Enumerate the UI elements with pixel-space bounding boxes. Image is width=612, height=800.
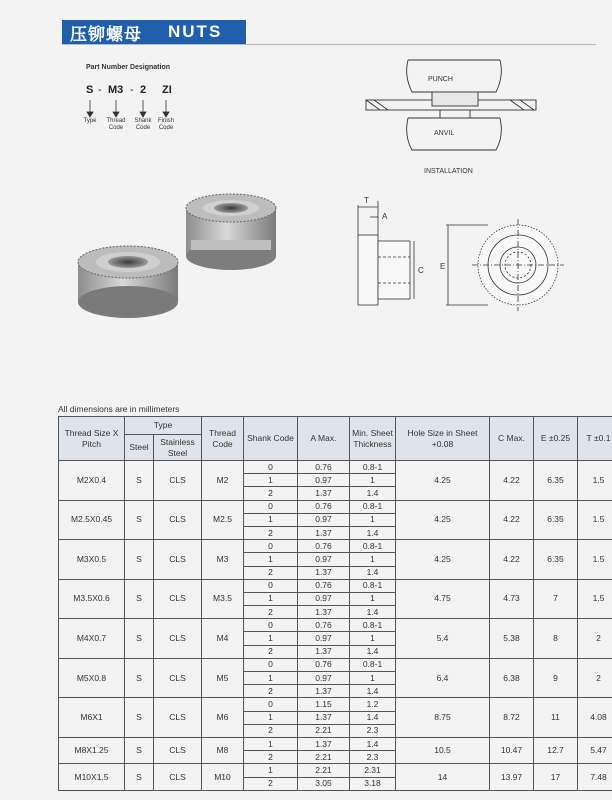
thread-code-cell: M3.5: [202, 579, 244, 619]
t-cell: 1.5: [578, 579, 612, 619]
table-row: [59, 619, 612, 632]
steel-cell: S: [125, 500, 154, 540]
min-sheet-cell: 1: [350, 592, 396, 605]
shank-code-cell: 0: [244, 658, 298, 671]
header-stainless: Stainless Steel: [154, 435, 202, 461]
nut-front: [78, 246, 178, 318]
t-cell: 5.47: [578, 737, 612, 763]
header-steel: Steel: [125, 435, 154, 461]
e-cell: 6.35: [534, 500, 578, 540]
shank-code-cell: 1: [244, 513, 298, 526]
dimensions-note: All dimensions are in millimeters: [58, 404, 180, 414]
nut-back: [186, 194, 276, 270]
anvil-label: ANVIL: [434, 130, 455, 137]
t-cell: 1.5: [578, 500, 612, 540]
shank-code-cell: 0: [244, 619, 298, 632]
t-cell: 1.5: [578, 540, 612, 580]
shank-code-cell: 2: [244, 526, 298, 539]
t-cell: 7.48: [578, 764, 612, 790]
thread-code-cell: M2.5: [202, 500, 244, 540]
a-max-cell: 1.37: [298, 685, 350, 698]
specification-table: [58, 416, 612, 791]
c-max-cell: 13.97: [490, 764, 534, 790]
min-sheet-cell: 0.8-1: [350, 540, 396, 553]
c-max-cell: 4.73: [490, 579, 534, 619]
label-t: T: [364, 196, 369, 205]
stainless-cell: CLS: [154, 579, 202, 619]
label-e: E: [440, 262, 446, 271]
min-sheet-cell: 1: [350, 672, 396, 685]
thread-code-cell: M6: [202, 698, 244, 738]
hole-size-cell: 4.25: [396, 461, 490, 501]
hole-size-cell: 6.4: [396, 658, 490, 698]
installation-caption: INSTALLATION: [424, 168, 473, 175]
table-row: [59, 764, 612, 777]
a-max-cell: 0.97: [298, 553, 350, 566]
code-thread: M3: [108, 84, 124, 96]
shank-code-cell: 2: [244, 777, 298, 790]
thread-size-cell: M2.5X0.45: [59, 500, 125, 540]
shank-code-cell: 2: [244, 645, 298, 658]
c-max-cell: 4.22: [490, 461, 534, 501]
thread-size-cell: M2X0.4: [59, 461, 125, 501]
a-max-cell: 1.37: [298, 711, 350, 724]
thread-code-cell: M2: [202, 461, 244, 501]
min-sheet-cell: 2.31: [350, 764, 396, 777]
a-max-cell: 0.76: [298, 579, 350, 592]
min-sheet-cell: 0.8-1: [350, 500, 396, 513]
thread-size-cell: M4X0.7: [59, 619, 125, 659]
steel-cell: S: [125, 764, 154, 790]
punch-label: PUNCH: [428, 76, 453, 83]
min-sheet-cell: 1: [350, 553, 396, 566]
steel-cell: S: [125, 579, 154, 619]
e-cell: 17: [534, 764, 578, 790]
thread-code-cell: M3: [202, 540, 244, 580]
stainless-cell: CLS: [154, 540, 202, 580]
title-underline: [62, 44, 596, 45]
t-cell: 4.08: [578, 698, 612, 738]
steel-cell: S: [125, 737, 154, 763]
installation-diagram: [360, 56, 600, 186]
shank-code-cell: 2: [244, 606, 298, 619]
shank-code-cell: 1: [244, 592, 298, 605]
label-c: C: [418, 266, 424, 275]
a-max-cell: 0.76: [298, 540, 350, 553]
hole-size-cell: 10.5: [396, 737, 490, 763]
a-max-cell: 1.37: [298, 487, 350, 500]
table-row: [59, 579, 612, 592]
title-en: NUTS: [168, 22, 223, 41]
e-cell: 6.35: [534, 461, 578, 501]
table-row: [59, 540, 612, 553]
c-max-cell: 8.72: [490, 698, 534, 738]
header-thread-code: Thread Code: [202, 417, 244, 461]
a-max-cell: 0.97: [298, 632, 350, 645]
header-a: A Max.: [298, 417, 350, 461]
a-max-cell: 0.76: [298, 461, 350, 474]
min-sheet-cell: 1.4: [350, 606, 396, 619]
a-max-cell: 2.21: [298, 764, 350, 777]
e-cell: 12.7: [534, 737, 578, 763]
label-shank-code: Shank Code: [134, 118, 152, 131]
shank-code-cell: 0: [244, 698, 298, 711]
nut-product-photo: [68, 190, 288, 330]
header-min-sheet: Min. Sheet Thickness: [350, 417, 396, 461]
a-max-cell: 0.97: [298, 513, 350, 526]
stainless-cell: CLS: [154, 698, 202, 738]
dimension-drawing: [348, 195, 598, 330]
a-max-cell: 0.97: [298, 474, 350, 487]
steel-cell: S: [125, 461, 154, 501]
min-sheet-cell: 1.4: [350, 526, 396, 539]
table-row: [59, 737, 612, 750]
min-sheet-cell: 0.8-1: [350, 658, 396, 671]
min-sheet-cell: 1: [350, 513, 396, 526]
header-c: C Max.: [490, 417, 534, 461]
header-t: T ±0.1: [578, 417, 612, 461]
t-cell: 2: [578, 619, 612, 659]
shank-code-cell: 1: [244, 553, 298, 566]
a-max-cell: 1.37: [298, 606, 350, 619]
e-cell: 9: [534, 658, 578, 698]
thread-code-cell: M8: [202, 737, 244, 763]
header-e: E ±0.25: [534, 417, 578, 461]
a-max-cell: 3.05: [298, 777, 350, 790]
thread-size-cell: M3X0.5: [59, 540, 125, 580]
specification-table-body: [59, 461, 612, 791]
stainless-cell: CLS: [154, 619, 202, 659]
a-max-cell: 1.15: [298, 698, 350, 711]
t-cell: 2: [578, 658, 612, 698]
code-dash-1: -: [98, 84, 102, 96]
label-finish-code: Finish Code: [157, 118, 174, 131]
hole-size-cell: 8.75: [396, 698, 490, 738]
code-finish: ZI: [162, 84, 172, 96]
table-row: [59, 698, 612, 711]
code-shank: 2: [140, 84, 147, 96]
shank-code-cell: 1: [244, 672, 298, 685]
stainless-cell: CLS: [154, 461, 202, 501]
c-max-cell: 4.22: [490, 540, 534, 580]
shank-code-cell: 2: [244, 487, 298, 500]
shank-code-cell: 1: [244, 711, 298, 724]
code-dash-2: -: [130, 84, 134, 96]
thread-code-cell: M5: [202, 658, 244, 698]
a-max-cell: 0.76: [298, 500, 350, 513]
shank-code-cell: 2: [244, 751, 298, 764]
a-max-cell: 0.76: [298, 619, 350, 632]
min-sheet-cell: 1: [350, 474, 396, 487]
min-sheet-cell: 1.2: [350, 698, 396, 711]
steel-cell: S: [125, 698, 154, 738]
page-title: [62, 20, 246, 44]
c-max-cell: 5.38: [490, 619, 534, 659]
t-cell: 1.5: [578, 461, 612, 501]
e-cell: 11: [534, 698, 578, 738]
min-sheet-cell: 2.3: [350, 751, 396, 764]
a-max-cell: 1.37: [298, 526, 350, 539]
min-sheet-cell: 0.8-1: [350, 619, 396, 632]
thread-code-cell: M4: [202, 619, 244, 659]
min-sheet-cell: 1.4: [350, 645, 396, 658]
label-a: A: [382, 212, 388, 221]
label-thread-code: Thread Code: [106, 118, 126, 131]
header-shank-code: Shank Code: [244, 417, 298, 461]
installation-drawing: [360, 56, 600, 186]
table-row: [59, 658, 612, 671]
stainless-cell: CLS: [154, 737, 202, 763]
label-type: Type: [83, 118, 97, 124]
thread-code-cell: M10: [202, 764, 244, 790]
hole-size-cell: 4.25: [396, 540, 490, 580]
a-max-cell: 1.37: [298, 645, 350, 658]
min-sheet-cell: 2.3: [350, 724, 396, 737]
shank-code-cell: 2: [244, 685, 298, 698]
code-type: S: [86, 84, 94, 96]
header-thread-size: Thread Size X Pitch: [59, 417, 125, 461]
a-max-cell: 0.76: [298, 658, 350, 671]
min-sheet-cell: 1.4: [350, 711, 396, 724]
title-cn: 压铆螺母: [70, 24, 142, 44]
thread-size-cell: M5X0.8: [59, 658, 125, 698]
min-sheet-cell: 0.8-1: [350, 461, 396, 474]
c-max-cell: 4.22: [490, 500, 534, 540]
hole-size-cell: 14: [396, 764, 490, 790]
min-sheet-cell: 1.4: [350, 487, 396, 500]
table-row: [59, 500, 612, 513]
steel-cell: S: [125, 619, 154, 659]
thread-size-cell: M6X1: [59, 698, 125, 738]
a-max-cell: 0.97: [298, 592, 350, 605]
shank-code-cell: 0: [244, 500, 298, 513]
stainless-cell: CLS: [154, 500, 202, 540]
e-cell: 6.35: [534, 540, 578, 580]
steel-cell: S: [125, 658, 154, 698]
shank-code-cell: 0: [244, 540, 298, 553]
min-sheet-cell: 1.4: [350, 685, 396, 698]
a-max-cell: 2.21: [298, 724, 350, 737]
a-max-cell: 2.21: [298, 751, 350, 764]
thread-size-cell: M10X1.5: [59, 764, 125, 790]
hole-size-cell: 5.4: [396, 619, 490, 659]
table-row: [59, 461, 612, 474]
shank-code-cell: 1: [244, 737, 298, 750]
shank-code-cell: 2: [244, 566, 298, 579]
thread-size-cell: M8X1.25: [59, 737, 125, 763]
shank-code-cell: 1: [244, 474, 298, 487]
e-cell: 7: [534, 579, 578, 619]
hole-size-cell: 4.25: [396, 500, 490, 540]
c-max-cell: 6.38: [490, 658, 534, 698]
min-sheet-cell: 0.8-1: [350, 579, 396, 592]
shank-code-cell: 0: [244, 461, 298, 474]
shank-code-cell: 1: [244, 764, 298, 777]
shank-code-cell: 2: [244, 724, 298, 737]
shank-code-cell: 1: [244, 632, 298, 645]
stainless-cell: CLS: [154, 658, 202, 698]
min-sheet-cell: 1.4: [350, 737, 396, 750]
min-sheet-cell: 3.18: [350, 777, 396, 790]
designation-arrows: [86, 100, 196, 118]
hole-size-cell: 4.75: [396, 579, 490, 619]
stainless-cell: CLS: [154, 764, 202, 790]
e-cell: 8: [534, 619, 578, 659]
steel-cell: S: [125, 540, 154, 580]
header-hole-size: Hole Size in Sheet +0.08: [396, 417, 490, 461]
header-type: Type: [125, 417, 202, 435]
a-max-cell: 1.37: [298, 737, 350, 750]
min-sheet-cell: 1: [350, 632, 396, 645]
shank-code-cell: 0: [244, 579, 298, 592]
c-max-cell: 10.47: [490, 737, 534, 763]
part-number-designation: [83, 64, 226, 131]
part-number-heading: Part Number Designation: [86, 64, 171, 71]
a-max-cell: 1.37: [298, 566, 350, 579]
thread-size-cell: M3.5X0.6: [59, 579, 125, 619]
min-sheet-cell: 1.4: [350, 566, 396, 579]
a-max-cell: 0.97: [298, 672, 350, 685]
